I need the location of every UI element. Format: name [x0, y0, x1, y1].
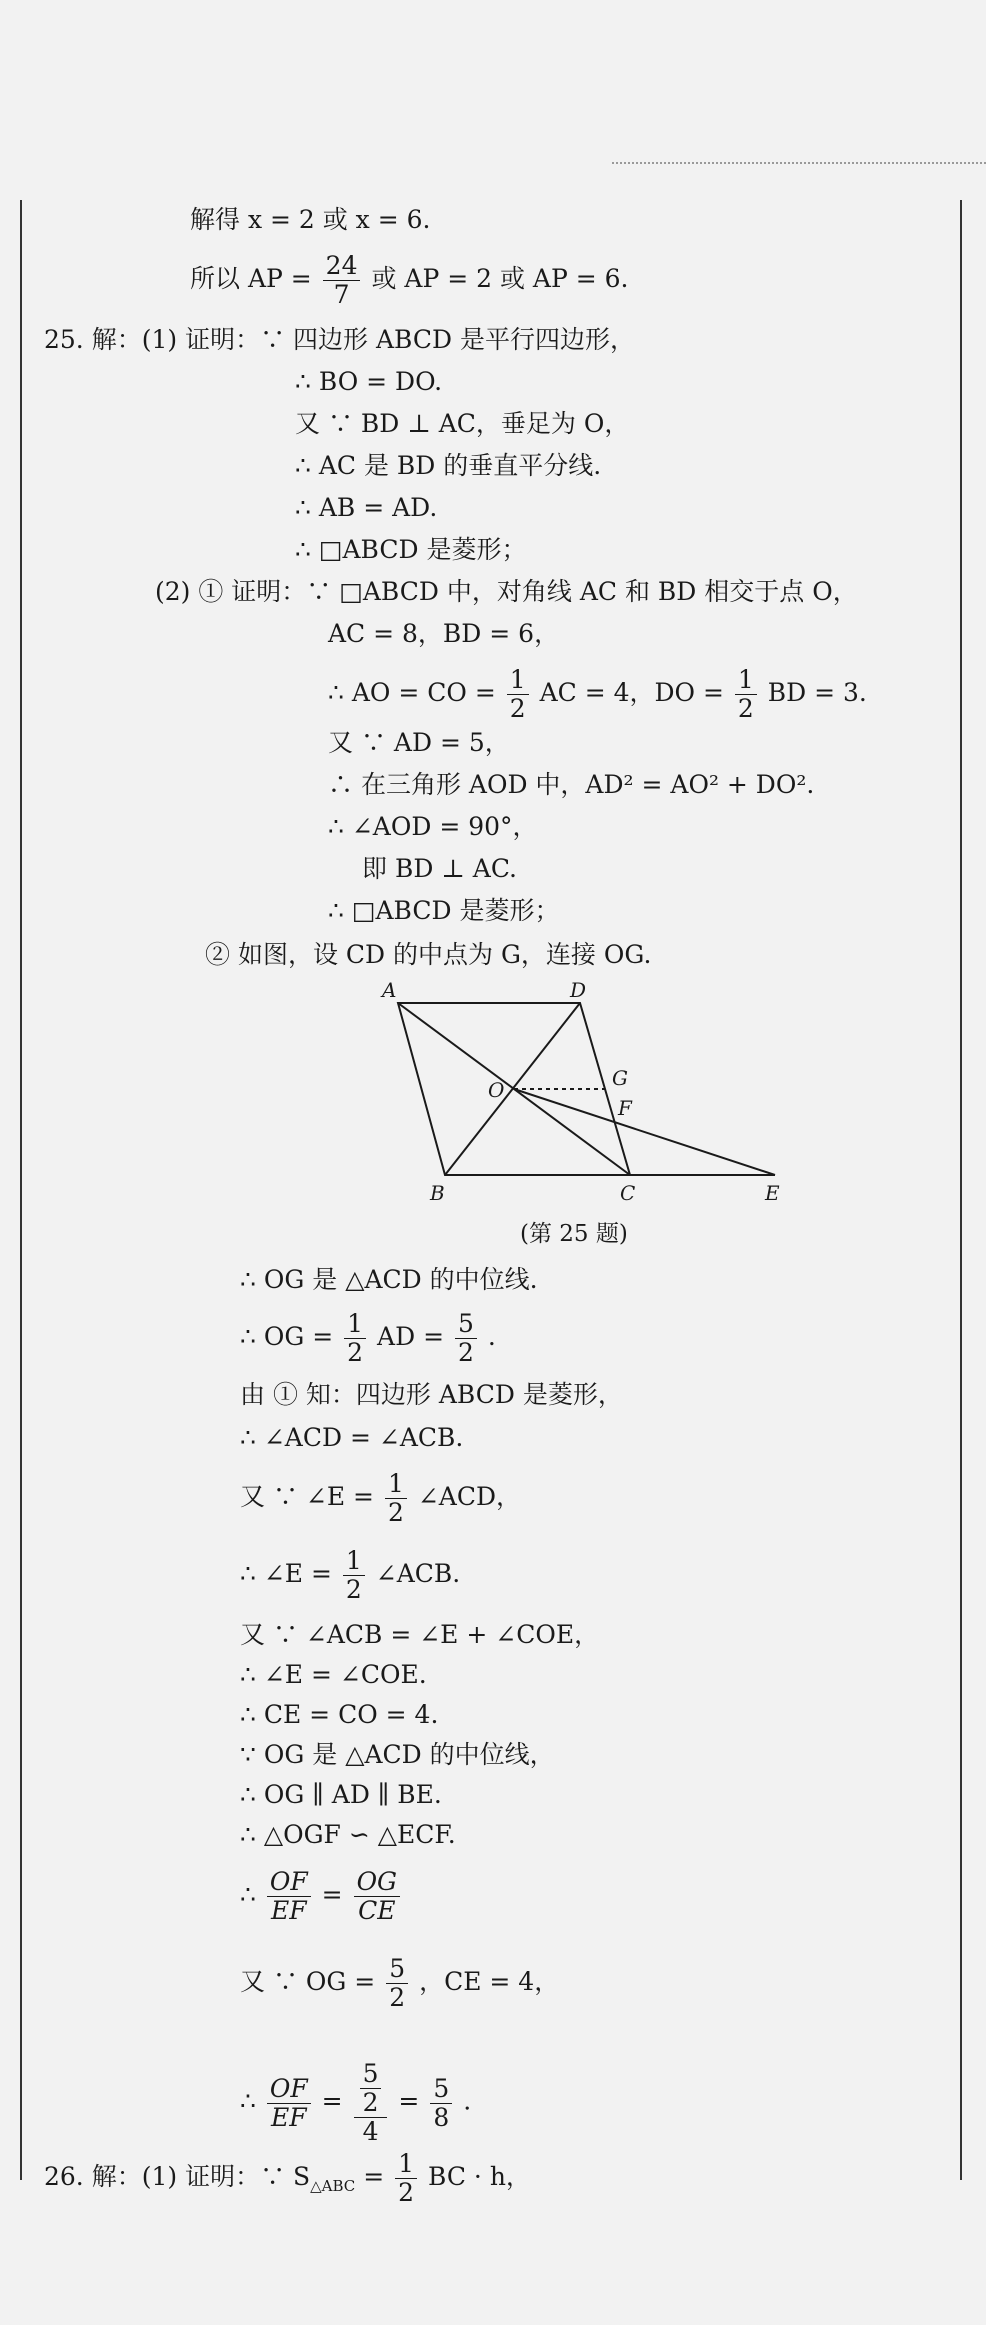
label-f: F	[618, 1096, 632, 1120]
fraction	[344, 1310, 366, 1367]
numerator: 5	[360, 2060, 382, 2089]
text-line: ∴ ∠E = ∠COE.	[240, 1660, 427, 1689]
text-line: ∴ ∠ACD = ∠ACB.	[240, 1423, 464, 1452]
text-segment: 26. 解：(1) 证明：∵ S	[44, 2162, 311, 2191]
label-b: B	[430, 1181, 445, 1205]
denominator: 2	[362, 2088, 379, 2117]
text-line: 由 ① 知：四边形 ABCD 是菱形，	[240, 1380, 623, 1409]
text-line: ∴ OG ∥ AD ∥ BE.	[240, 1780, 442, 1809]
text-segment: ，CE = 4，	[419, 1967, 560, 1996]
text-line	[328, 666, 867, 723]
numerator: 5	[455, 1310, 477, 1339]
text-line: ∴ AC 是 BD 的垂直平分线.	[295, 451, 602, 480]
numerator: OF	[267, 2075, 311, 2104]
text-segment: ∴ AO = CO =	[328, 678, 496, 707]
equals-sign: =	[398, 2086, 420, 2116]
text-line	[240, 1470, 521, 1527]
denominator: 2	[389, 1983, 406, 2012]
text-segment: ∴ ∠E =	[240, 1559, 332, 1588]
text-line: ∴ CE = CO = 4.	[240, 1700, 439, 1729]
text-line: ∴ BO = DO.	[295, 367, 443, 396]
equals-sign: =	[321, 1880, 343, 1909]
fraction	[267, 1868, 311, 1925]
text-segment: ∴	[240, 2086, 256, 2116]
text-line: ∴ □ABCD 是菱形；	[328, 896, 560, 925]
fraction	[455, 1310, 477, 1367]
text-segment: ∠ACB.	[375, 1559, 461, 1588]
period: .	[463, 2086, 472, 2116]
denominator: 2	[398, 2178, 415, 2207]
denominator: 2	[345, 1575, 362, 1604]
fraction	[395, 2150, 417, 2207]
denominator: 7	[333, 280, 350, 309]
label-c: C	[620, 1181, 636, 1205]
left-margin-line	[20, 200, 22, 2180]
text-segment: 或 AP = 2 或 AP = 6.	[371, 264, 629, 293]
fraction	[735, 666, 757, 723]
denominator: 2	[387, 1498, 404, 1527]
denominator: EF	[270, 1896, 307, 1925]
denominator: EF	[270, 2102, 307, 2132]
denominator: 2	[737, 694, 754, 723]
fraction	[507, 666, 529, 723]
equals-sign: =	[321, 2086, 343, 2116]
denominator: 2	[509, 694, 526, 723]
geometry-figure	[380, 975, 800, 1215]
text-line	[240, 2060, 471, 2146]
numerator: 1	[735, 666, 757, 695]
text-line: ∵ OG 是 △ACD 的中位线，	[240, 1740, 555, 1769]
text-segment: ∴ OG =	[240, 1322, 334, 1351]
compound-fraction	[354, 2060, 388, 2146]
text-segment: 又 ∵ ∠E =	[240, 1482, 374, 1511]
text-line	[190, 252, 628, 309]
denominator: 2	[347, 1338, 364, 1367]
text-segment: 又 ∵ OG =	[240, 1967, 376, 1996]
text-line: ∴ ∠AOD = 90°，	[328, 812, 538, 841]
label-a: A	[382, 978, 397, 1002]
text-segment: BC · h，	[428, 2162, 531, 2191]
text-segment: AC = 4，DO =	[539, 678, 724, 707]
text-line: ∴ △OGF ∽ △ECF.	[240, 1820, 456, 1849]
label-g: G	[612, 1066, 628, 1090]
subscript: △ABC	[310, 2177, 356, 2195]
text-line: 即 BD ⊥ AC.	[362, 854, 518, 883]
text-line: ∴ □ABCD 是菱形；	[295, 535, 527, 564]
numerator	[354, 2060, 388, 2118]
denominator: 2	[457, 1338, 474, 1367]
numerator: 1	[343, 1547, 365, 1576]
text-line: 解得 x = 2 或 x = 6.	[190, 205, 431, 234]
fraction	[343, 1547, 365, 1604]
denominator: 4	[362, 2117, 379, 2146]
figure-caption: (第 25 题)	[520, 1221, 628, 1247]
text-line: 又 ∵ BD ⊥ AC，垂足为 O，	[295, 409, 630, 438]
numerator: OF	[267, 1868, 311, 1897]
equals-sign: =	[363, 2162, 385, 2191]
numerator: 1	[385, 1470, 407, 1499]
text-line	[240, 1868, 403, 1925]
diagonal-bd	[445, 1003, 580, 1175]
denominator: 8	[433, 2102, 450, 2132]
text-line	[240, 1310, 496, 1367]
fraction	[360, 2060, 382, 2117]
numerator: 5	[386, 1955, 408, 1984]
numerator: 1	[344, 1310, 366, 1339]
numerator: 24	[323, 252, 361, 281]
numerator: 1	[395, 2150, 417, 2179]
text-line: ∴ OG 是 △ACD 的中位线.	[240, 1265, 538, 1294]
segment-oe	[514, 1089, 775, 1175]
denominator: CE	[358, 1896, 396, 1925]
text-line	[44, 2150, 531, 2207]
text-segment: ∠ACD，	[417, 1482, 521, 1511]
fraction	[430, 2075, 452, 2132]
text-line: ∴ 在三角形 AOD 中，AD² = AO² + DO².	[328, 770, 815, 799]
text-line: ② 如图，设 CD 的中点为 G，连接 OG.	[205, 940, 652, 969]
text-line	[240, 1547, 460, 1604]
text-line: 25. 解：(1) 证明：∵ 四边形 ABCD 是平行四边形，	[44, 325, 635, 354]
text-segment: BD = 3.	[767, 678, 867, 707]
numerator: 1	[507, 666, 529, 695]
text-segment: .	[487, 1322, 496, 1351]
label-d: D	[570, 978, 587, 1002]
right-margin-line	[960, 200, 962, 2180]
fraction	[386, 1955, 408, 2012]
fraction	[267, 2075, 311, 2132]
text-segment: ∴	[240, 1880, 256, 1909]
text-line: ∴ AB = AD.	[295, 493, 438, 522]
fraction	[385, 1470, 407, 1527]
text-line	[240, 1955, 559, 2012]
text-segment: AD =	[377, 1322, 445, 1351]
text-line: 又 ∵ AD = 5，	[328, 728, 510, 757]
text-line: 又 ∵ ∠ACB = ∠E + ∠COE，	[240, 1620, 600, 1649]
numerator: 5	[430, 2075, 452, 2104]
text-segment: 所以 AP =	[190, 264, 312, 293]
top-dotted-rule	[612, 162, 986, 164]
numerator: OG	[354, 1868, 400, 1897]
label-o: O	[488, 1078, 505, 1102]
text-line: (2) ① 证明：∵ □ABCD 中，对角线 AC 和 BD 相交于点 O，	[155, 577, 858, 606]
fraction	[354, 1868, 400, 1925]
text-line: AC = 8，BD = 6，	[328, 619, 560, 648]
fraction	[323, 252, 361, 309]
label-e: E	[765, 1181, 780, 1205]
